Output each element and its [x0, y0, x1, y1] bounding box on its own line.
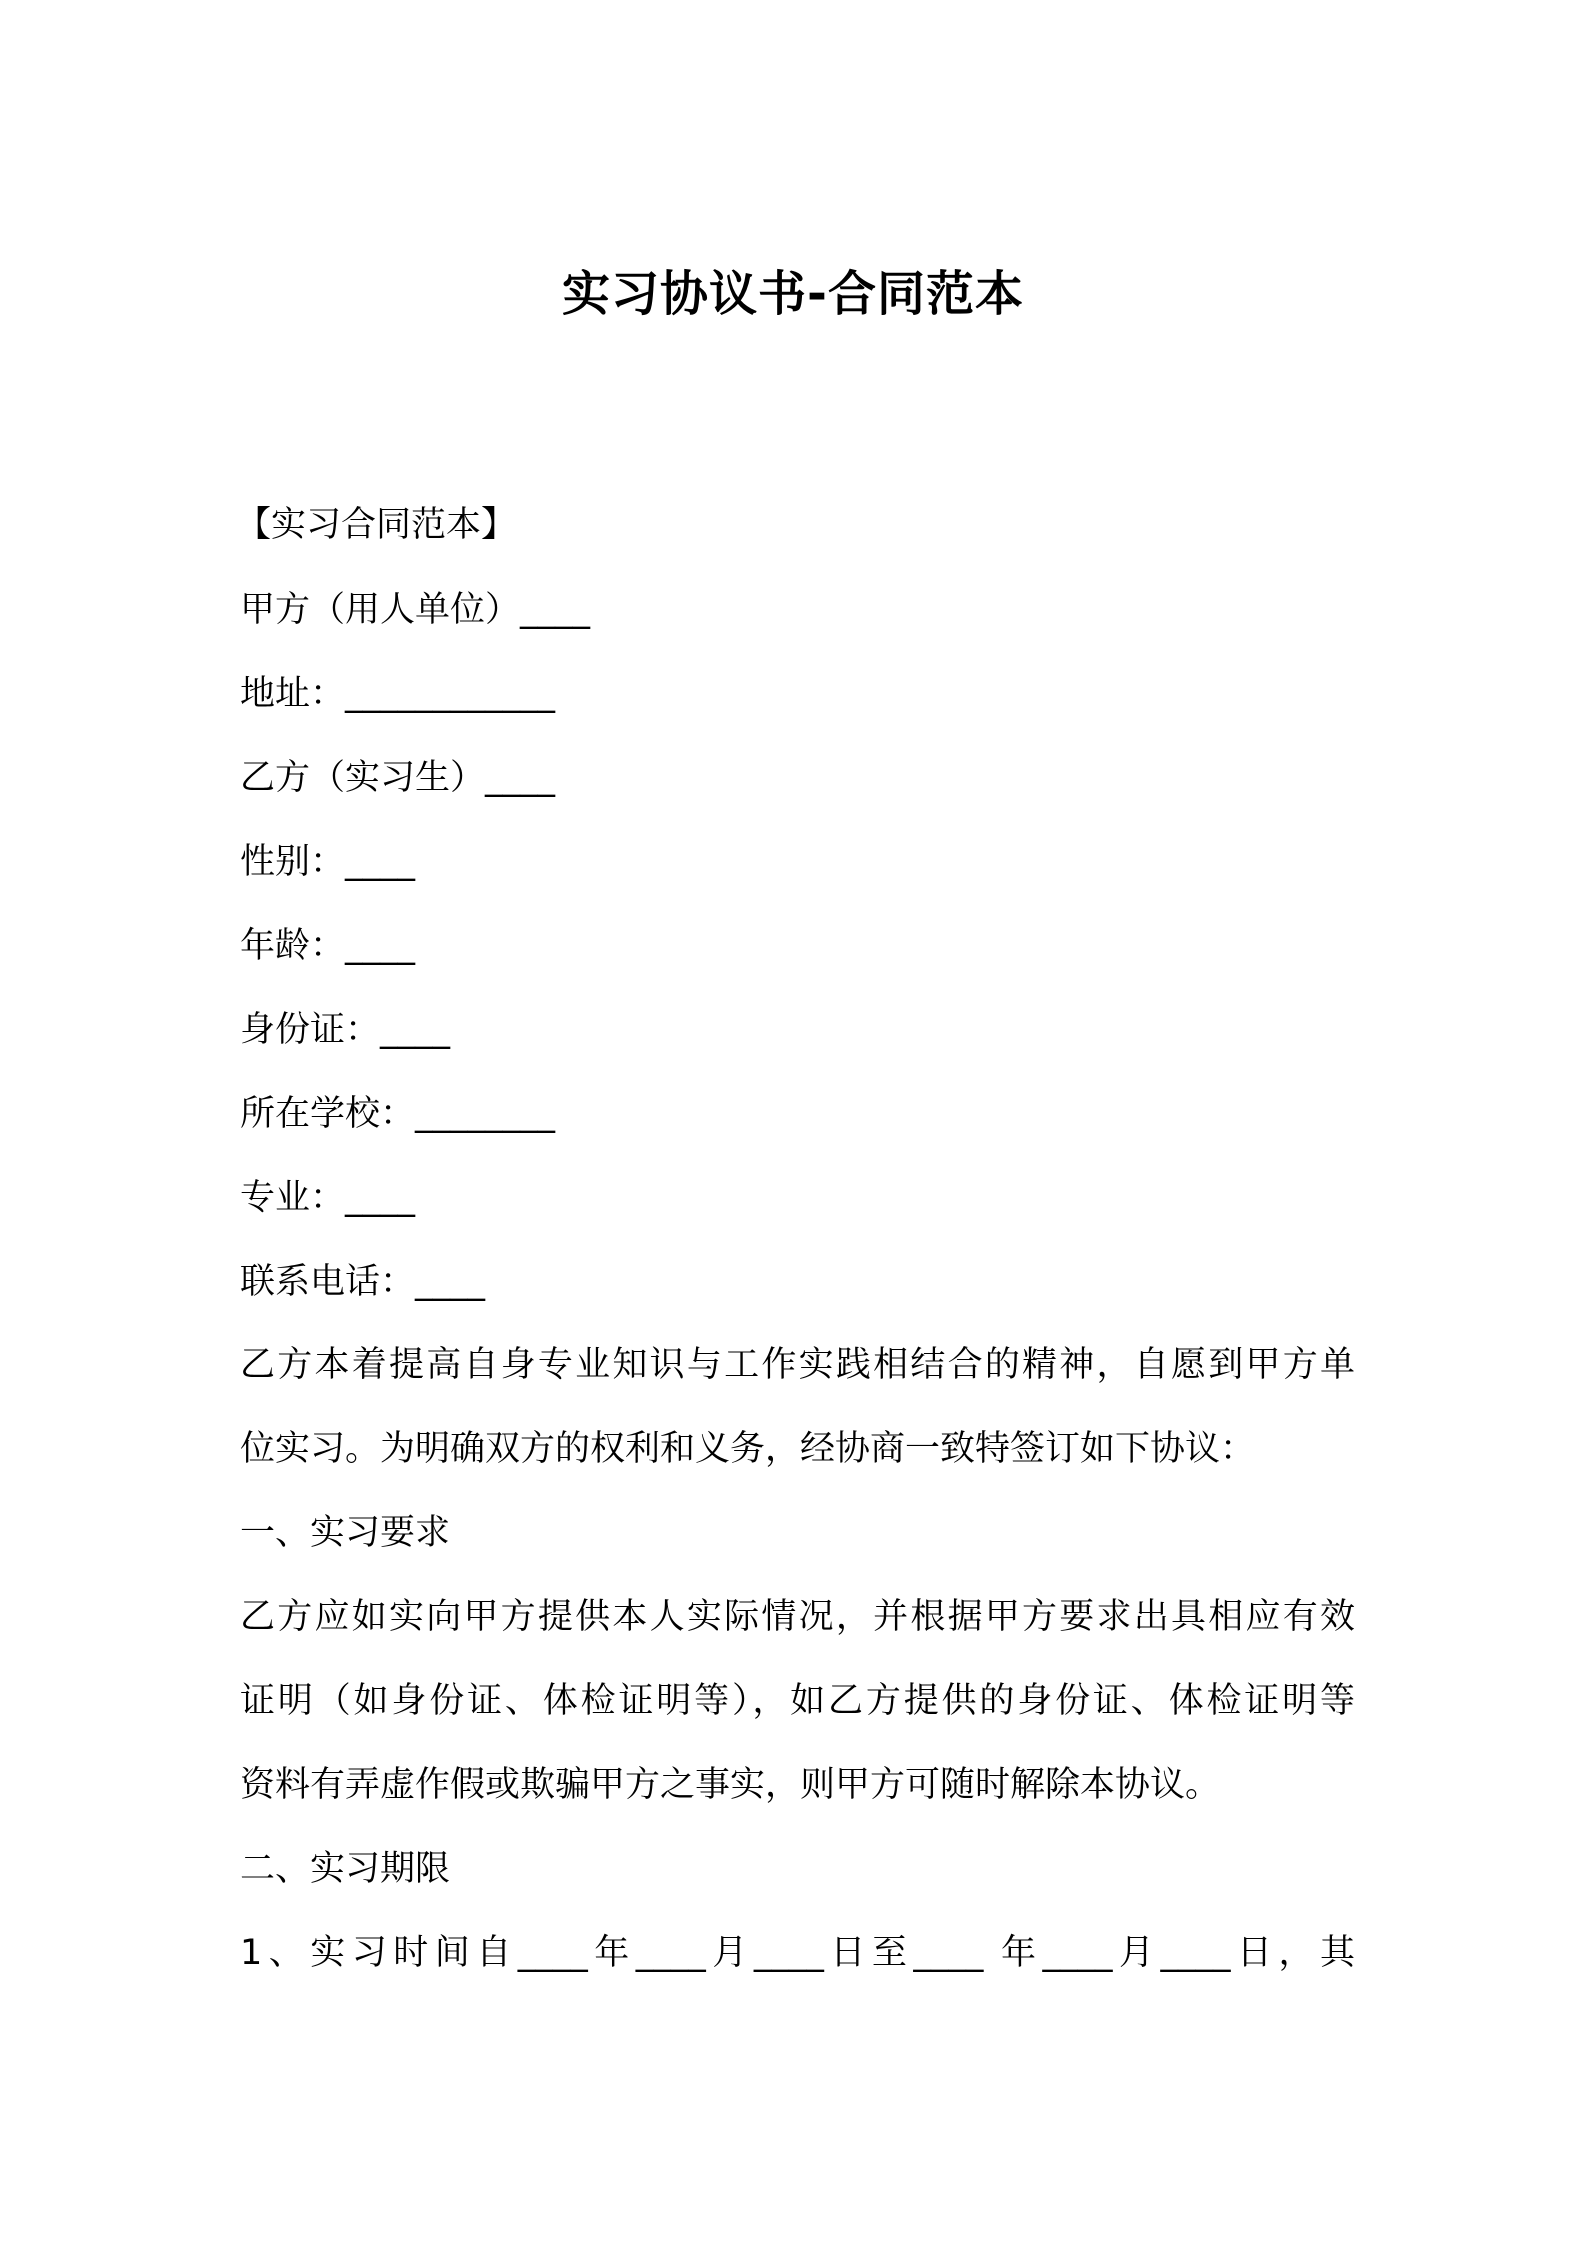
- field-address: 地址：____________: [240, 674, 556, 714]
- intro-line-1: 乙方本着提高自身专业知识与工作实践相结合的精神，自愿到甲方单: [240, 1345, 1355, 1385]
- section1-line-1: 乙方应如实向甲方提供本人实际情况，并根据甲方要求出具相应有效: [240, 1597, 1355, 1637]
- section-heading: 【实习合同范本】: [236, 505, 517, 545]
- section1-line-2: 证明（如身份证、体检证明等），如乙方提供的身份证、体检证明等: [240, 1681, 1355, 1721]
- field-age: 年龄：____: [240, 926, 416, 966]
- field-major: 专业：____: [240, 1178, 416, 1218]
- field-party-b: 乙方（实习生）____: [240, 758, 556, 798]
- field-party-a: 甲方（用人单位）____: [240, 590, 591, 630]
- field-phone: 联系电话：____: [240, 1262, 486, 1302]
- section1-line-3: 资料有弄虚作假或欺骗甲方之事实，则甲方可随时解除本协议。: [240, 1765, 1221, 1805]
- field-school: 所在学校：________: [240, 1094, 556, 1134]
- field-id-card: 身份证：____: [240, 1010, 451, 1050]
- section2-line-1: 1、实习时间自____年____月____日至____ 年____月____日，其: [240, 1933, 1355, 1973]
- section1-title: 一、实习要求: [240, 1513, 451, 1553]
- section2-title: 二、实习期限: [240, 1849, 451, 1889]
- intro-line-2: 位实习。为明确双方的权利和义务，经协商一致特签订如下协议：: [240, 1429, 1256, 1469]
- field-gender: 性别：____: [240, 842, 416, 882]
- document-title: 实习协议书-合同范本: [562, 266, 1024, 322]
